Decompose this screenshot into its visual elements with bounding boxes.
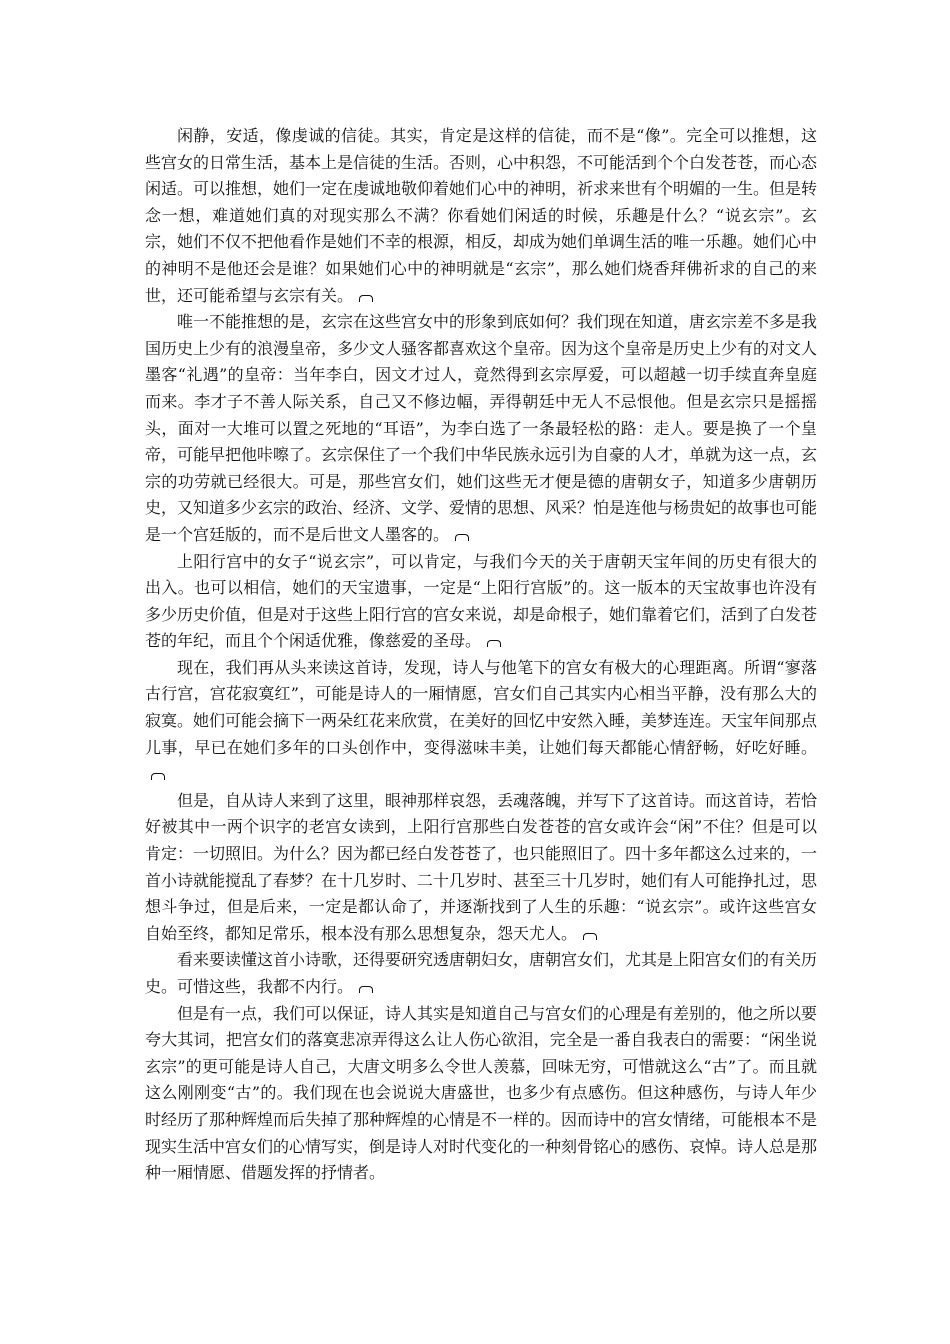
paragraph-mark-icon	[455, 534, 469, 541]
paragraph-mark-icon	[151, 773, 165, 780]
paragraph-text: 上阳行宫中的女子“说玄宗”，可以肯定，与我们今天的关于唐朝天宝年间的历史有很大的出入。也可以相信，她们的天宝遗事，一定是“上阳行宫版”的。这一版本的天宝故事也许没有多少历史价值，但是对于这些上阳行宫的宫女来说，却是命根子，她们靠着它们，活到了白发苍苍的年纪，而且个个闲适优雅，像慈爱的圣母。	[145, 551, 818, 651]
paragraph-mark-icon	[359, 986, 373, 993]
paragraph-3	[145, 549, 817, 655]
paragraph-text: 看来要读懂这首小诗歌，还得要研究透唐朝妇女，唐朝宫女们，尤其是上阳宫女们的有关历史。可惜这些，我都不内行。	[145, 950, 818, 996]
paragraph-text: 唯一不能推想的是，玄宗在这些宫女中的形象到底如何？我们现在知道，唐玄宗差不多是我国历史上少有的浪漫皇帝，多少文人骚客都喜欢这个皇帝。因为这个皇帝是历史上少有的对文人墨客“礼遇”的皇帝：当年李白，因文才过人，竟然得到玄宗厚爱，可以超越一切手续直奔皇庭而来。李才子不善人际关系，自己又不修边幅，弄得朝廷中无人不忌恨他。但是玄宗只是摇摇头，面对一大堆可以置之死地的“耳语”，为李白选了一条最轻松的路：走人。要是换了一个皇帝，可能早把他咔嚓了。玄宗保住了一个我们中华民族永远引为自豪的人才，单就为这一点，玄宗的功劳就已经很大。可是，那些宫女们，她们这些无才便是德的唐朝女子，知道多少唐朝历史，又知道多少玄宗的政治、经济、文学、爱情的思想、风采？怕是连他与杨贵妃的故事也可能是一个宫廷版的，而不是后世文人墨客的。	[145, 312, 818, 544]
document-page	[145, 123, 817, 1187]
paragraph-mark-icon	[359, 295, 373, 302]
paragraph-7	[145, 1001, 817, 1187]
paragraph-5	[145, 788, 817, 948]
paragraph-1	[145, 123, 817, 309]
paragraph-6	[145, 947, 817, 1000]
paragraph-2	[145, 309, 817, 548]
paragraph-text: 闲静，安适，像虔诚的信徒。其实，肯定是这样的信徒，而不是“像”。完全可以推想，这些宫女的日常生活，基本上是信徒的生活。否则，心中积怨，不可能活到个个白发苍苍，而心态闲适。可以推想，她们一定在虔诚地敬仰着她们心中的神明，祈求来世有个明媚的一生。但是转念一想，难道她们真的对现实那么不满？你看她们闲适的时候，乐趣是什么？“说玄宗”。玄宗，她们不仅不把他看作是她们不幸的根源，相反，却成为她们单调生活的唯一乐趣。她们心中的神明不是他还会是谁？如果她们心中的神明就是“玄宗”，那么她们烧香拜佛祈求的自己的来世，还可能希望与玄宗有关。	[145, 126, 818, 305]
paragraph-text: 现在，我们再从头来读这首诗，发现，诗人与他笔下的宫女有极大的心理距离。所谓“寥落古行宫，宫花寂寞红”，可能是诗人的一厢情愿，宫女们自己其实内心相当平静，没有那么大的寂寞。她们可能会摘下一两朵红花来欣赏，在美好的回忆中安然入睡，美梦连连。天宝年间那点儿事，早已在她们多年的口头创作中，变得滋味丰美，让她们每天都能心情舒畅，好吃好睡。	[145, 657, 818, 757]
paragraph-4	[145, 655, 817, 788]
paragraph-mark-icon	[487, 640, 501, 647]
paragraph-mark-icon	[583, 933, 597, 940]
paragraph-text: 但是有一点，我们可以保证，诗人其实是知道自己与宫女们的心理是有差别的，他之所以要夸大其词，把宫女们的落寞悲凉弄得这么让人伤心欲泪，完全是一番自我表白的需要：“闲坐说玄宗”的更可能是诗人自己，大唐文明多么令世人羡慕，回味无穷，可惜就这么“古”了。而且就这么刚刚变“古”的。我们现在也会说说大唐盛世，也多少有点感伤。但这种感伤，与诗人年少时经历了那种辉煌而后失掉了那种辉煌的心情是不一样的。因而诗中的宫女情绪，可能根本不是现实生活中宫女们的心情写实，倒是诗人对时代变化的一种刻骨铭心的感伤、哀悼。诗人总是那种一厢情愿、借题发挥的抒情者。	[145, 1003, 818, 1183]
paragraph-text: 但是，自从诗人来到了这里，眼神那样哀怨，丢魂落魄，并写下了这首诗。而这首诗，若恰好被其中一两个识字的老宫女读到，上阳行宫那些白发苍苍的宫女或许会“闲”不住？但是可以肯定：一切照旧。为什么？因为都已经白发苍苍了，也只能照旧了。四十多年都这么过来的，一首小诗就能搅乱了春梦？在十几岁时、二十几岁时、甚至三十几岁时，她们有人可能挣扎过，思想斗争过，但是后来，一定是都认命了，并逐渐找到了人生的乐趣：“说玄宗”。或许这些宫女自始至终，都知足常乐，根本没有那么思想复杂，怨天尤人。	[145, 790, 818, 943]
